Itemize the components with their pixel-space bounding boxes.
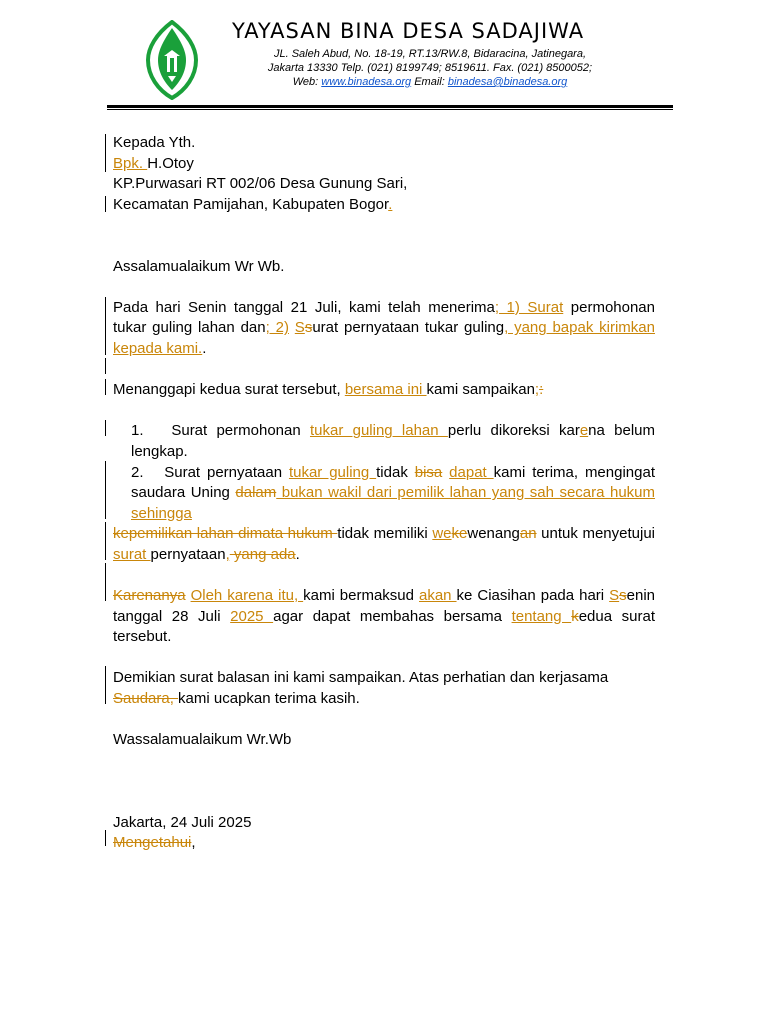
change-bar <box>105 379 106 395</box>
inserted-text: Bpk. <box>113 154 148 172</box>
address-line-1: JL. Saleh Abud, No. 18-19, RT.13/RW.8, Bidaracina, Jatinegara, <box>273 48 587 60</box>
change-bar <box>105 666 106 704</box>
org-name: YAYASAN BINA DESA SADAJIWA <box>232 19 585 43</box>
address-line-2: Jakarta 13330 Telp. (021) 8199749; 8519611. Fax. (021) 8500052; <box>267 62 593 74</box>
email-label: Email: <box>411 76 448 88</box>
header-rule-thin <box>107 109 673 110</box>
paragraph-5: Demikian surat balasan ini kami sampaikan. Atas perhatian dan kerjasama Saudara, kami ucapkan terima kasih. <box>113 669 609 708</box>
change-bar <box>105 134 106 172</box>
change-bar <box>105 522 106 560</box>
change-bar <box>105 830 106 846</box>
foundation-logo-icon <box>144 20 200 100</box>
org-address <box>240 47 620 89</box>
recipient-line-4: Kecamatan Pamijahan, Kabupaten Bogor. <box>113 195 393 213</box>
paragraph-2: Menanggapi kedua surat tersebut, bersama ini kami sampaikan;: <box>113 381 544 399</box>
change-bar <box>105 196 106 212</box>
paragraph-4: Karenanya Oleh karena itu, kami bermaksud akan ke Ciasihan pada hari Ssenin tanggal 28 Juli 2025 agar dapat membahas bersama tentang kedua surat tersebut. <box>113 587 656 646</box>
web-label: Web: <box>292 76 322 88</box>
email-link[interactable]: binadesa@binadesa.org <box>447 76 568 88</box>
inserted-text: . <box>388 195 393 213</box>
change-bar <box>105 461 106 519</box>
header-rule-thick <box>107 105 673 108</box>
recipient-line-3: KP.Purwasari RT 002/06 Desa Gunung Sari, <box>113 175 408 193</box>
change-bar <box>105 420 106 436</box>
recipient-line-2 <box>113 154 655 175</box>
list-item-2: 2. Surat pernyataan tukar guling tidak bisa dapat kami terima, mengingat saudara Uning dalam bukan wakil dari pemilik lahan yang sah secara hukum sehingga <box>131 463 656 522</box>
signature-label: Mengetahui, <box>113 834 196 852</box>
paragraph-1: Pada hari Senin tanggal 21 Juli, kami telah menerima; 1) Surat permohonan tukar guling lahan dan; 2) Ssurat pernyataan tukar guling, yang bapak kirimkan kepada kami.. <box>113 298 655 357</box>
greeting: Assalamualaikum Wr Wb. <box>113 257 285 275</box>
change-bar <box>105 563 106 601</box>
recipient-line-1: Kepada Yth. <box>113 134 196 151</box>
contact-line <box>240 75 620 89</box>
paragraph-3: kepemilikan lahan dimata hukum tidak memiliki wekewenangan untuk menyetujui surat pernyataan, yang ada. <box>113 525 655 563</box>
letter-body <box>113 133 655 854</box>
closing: Wassalamualaikum Wr.Wb <box>113 731 292 749</box>
website-link[interactable]: www.binadesa.org <box>321 76 412 88</box>
place-date: Jakarta, 24 Juli 2025 <box>113 813 252 831</box>
change-bar <box>105 358 106 374</box>
recipient-name: H.Otoy <box>147 154 194 172</box>
change-bar <box>105 297 106 355</box>
list-item-1: 1. Surat permohonan tukar guling lahan perlu dikoreksi karena belum lengkap. <box>131 422 655 460</box>
